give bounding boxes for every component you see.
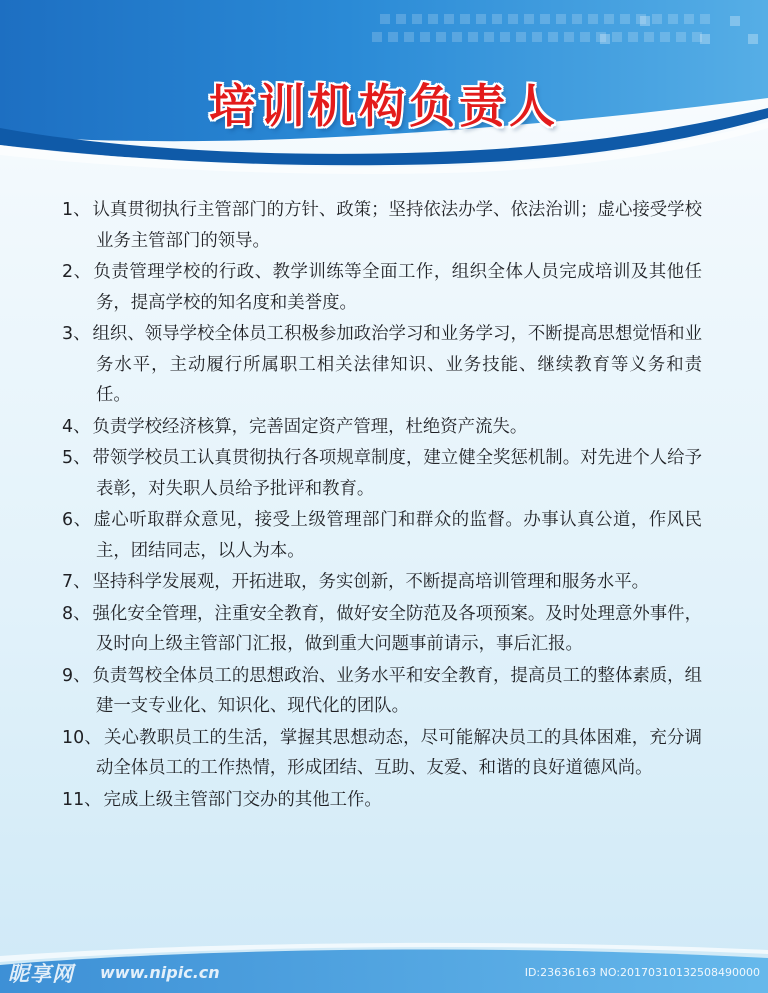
watermark-logo: 昵享网: [8, 962, 74, 986]
list-item-text: 强化安全管理，注重安全教育，做好安全防范及各项预案。及时处理意外事件，及时向上级主管部门汇报，做到重大问题事前请示，事后汇报。: [92, 603, 702, 654]
list-item-text: 带领学校员工认真贯彻执行各项规章制度，建立健全奖惩机制。对先进个人给予表彰，对失职人员给予批评和教育。: [92, 448, 702, 499]
header-banner: [0, 0, 768, 175]
list-item: [62, 723, 702, 784]
list-item-number: 9、: [62, 665, 91, 686]
list-item-number: 1、: [62, 200, 91, 220]
watermark-url: www.nipic.cn: [100, 963, 220, 982]
list-item-number: 5、: [62, 448, 91, 468]
list-item-number: 8、: [62, 603, 91, 624]
list-item-number: 2、: [62, 262, 92, 282]
list-item: [62, 599, 702, 660]
list-item-number: 7、: [62, 572, 91, 592]
list-item-number: 10、: [62, 727, 102, 748]
list-item-number: 4、: [62, 416, 91, 437]
list-item-number: 11、: [62, 789, 102, 810]
list-item: [62, 785, 702, 816]
list-item-text: 关心教职员工的生活，掌握其思想动态，尽可能解决员工的具体困难，充分调动全体员工的工作热情，形成团结、互助、友爱、和谐的良好道德风尚。: [96, 727, 702, 778]
list-item: [62, 505, 702, 566]
list-item-number: 3、: [62, 324, 91, 344]
list-item: [62, 257, 702, 318]
page-title: 培训机构负责人: [209, 79, 559, 133]
list-item-text: 坚持科学发展观，开拓进取，务实创新，不断提高培训管理和服务水平。: [92, 572, 649, 592]
list-item-text: 认真贯彻执行主管部门的方针、政策；坚持依法办学、依法治训；虚心接受学校业务主管部门的领导。: [92, 200, 702, 251]
watermark-id: ID:23636163 NO:20170310132508490000: [524, 966, 760, 979]
list-item: [62, 567, 702, 598]
list-item-number: 6、: [62, 510, 92, 530]
list-item-text: 负责驾校全体员工的思想政治、业务水平和安全教育，提高员工的整体素质，组建一支专业化、知识化、现代化的团队。: [92, 665, 702, 716]
list-item: [62, 443, 702, 504]
list-item: [62, 319, 702, 411]
list-item-text: 负责学校经济核算，完善固定资产管理，杜绝资产流失。: [92, 416, 528, 437]
list-item-text: 虚心听取群众意见，接受上级管理部门和群众的监督。办事认真公道，作风民主，团结同志，以人为本。: [93, 510, 702, 561]
list-item: [62, 412, 702, 443]
list-item: [62, 661, 702, 722]
responsibility-list: [62, 195, 702, 816]
list-item-text: 负责管理学校的行政、教学训练等全面工作，组织全体人员完成培训及其他任务，提高学校的知名度和美誉度。: [93, 262, 702, 313]
list-item: [62, 195, 702, 256]
list-item-text: 完成上级主管部门交办的其他工作。: [103, 789, 382, 810]
list-item-text: 组织、领导学校全体员工积极参加政治学习和业务学习，不断提高思想觉悟和业务水平，主动履行所属职工相关法律知识、业务技能、继续教育等义务和责任。: [92, 324, 702, 405]
